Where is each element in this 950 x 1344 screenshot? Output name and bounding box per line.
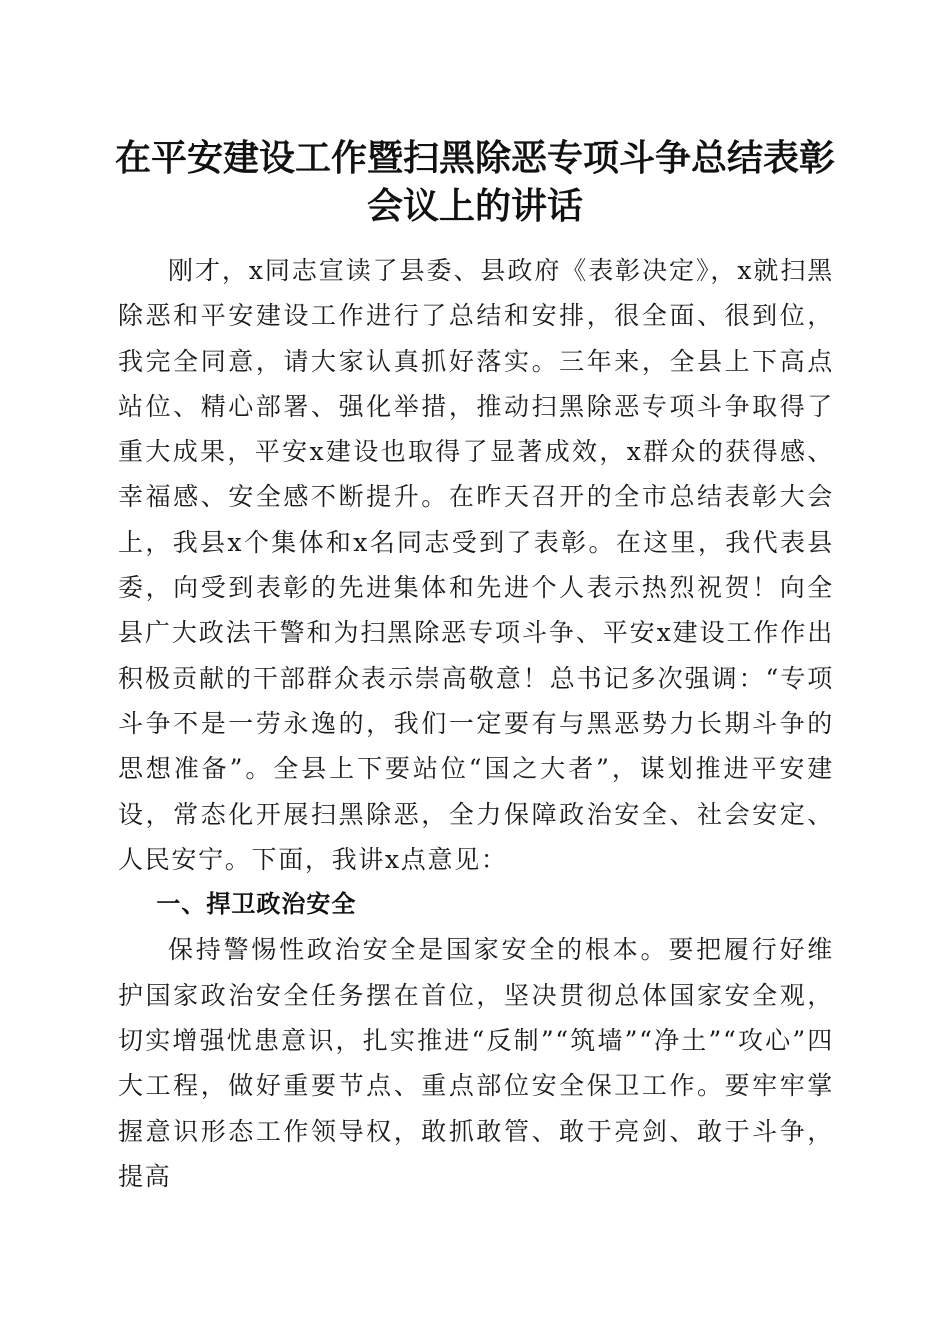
document-body <box>118 248 834 1199</box>
section-1-paragraph: 保持警惕性政治安全是国家安全的根本。要把履行好维护国家政治安全任务摆在首位，坚决贯彻总体国家安全观，切实增强忧患意识，扎实推进“反制”“筑墙”“净土”“攻心”四大工程，做好重要节点、重点部位安全保卫工作。要牢牢掌握意识形态工作领导权，敢抓敢管、敢于亮剑、敢于斗争，提高 <box>118 935 834 1191</box>
document-title-line-2: 会议上的讲话 <box>366 185 583 227</box>
section-heading-political-security: 一、捍卫政治安全 <box>156 890 357 919</box>
opening-paragraph: 刚才，x同志宣读了县委、县政府《表彰决定》，x就扫黑除恶和平安建设工作进行了总结和安排，很全面、很到位，我完全同意，请大家认真抓好落实。三年来，全县上下高点站位、精心部署、强化举措，推动扫黑除恶专项斗争取得了重大成果，平安x建设也取得了显著成效，x群众的获得感、幸福感、安全感不断提升。在昨天召开的全市总结表彰大会上，我县x个集体和x名同志受到了表彰。在这里，我代表县委，向受到表彰的先进集体和先进个人表示热烈祝贺！向全县广大政法干警和为扫黑除恶专项斗争、平安x建设工作作出积极贡献的干部群众表示崇高敬意！总书记多次强调：“专项斗争不是一劳永逸的，我们一定要有与黑恶势力长期斗争的思想准备”。全县上下要站位“国之大者”，谋划推进平安建设，常态化开展扫黑除恶，全力保障政治安全、社会安定、人民安宁。下面，我讲x点意见： <box>118 256 834 874</box>
document-title-line-1: 在平安建设工作暨扫黑除恶专项斗争总结表彰 <box>114 137 835 179</box>
